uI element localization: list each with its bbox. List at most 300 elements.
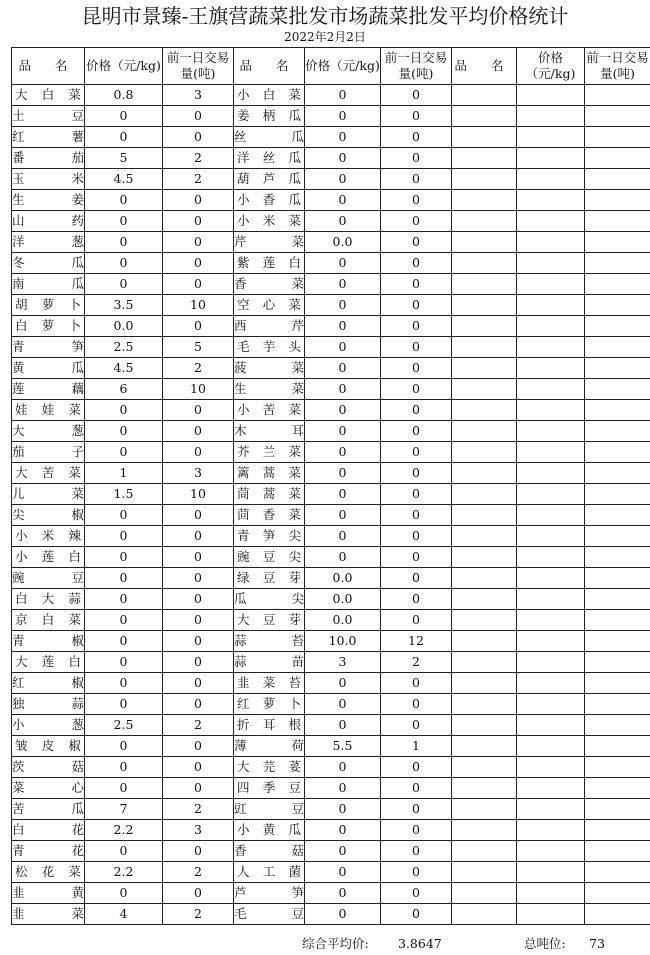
cell-price-2: 10.0: [305, 631, 381, 652]
empty-cell: [585, 631, 650, 652]
cell-name-2: 豇豆: [234, 799, 305, 820]
cell-price-1: 6: [85, 379, 163, 400]
empty-cell: [452, 148, 517, 169]
empty-cell: [585, 904, 650, 925]
cell-volume-1: 0: [163, 841, 234, 862]
cell-volume-1: 2: [163, 904, 234, 925]
cell-price-2: 0: [305, 148, 381, 169]
cell-name-1: 豌豆: [12, 568, 85, 589]
empty-cell: [517, 652, 585, 673]
empty-cell: [452, 316, 517, 337]
cell-price-2: 0: [305, 463, 381, 484]
cell-price-2: 0: [305, 799, 381, 820]
cell-name-2: 芦笋: [234, 883, 305, 904]
cell-volume-1: 0: [163, 211, 234, 232]
empty-cell: [585, 106, 650, 127]
cell-price-2: 0: [305, 757, 381, 778]
empty-cell: [452, 904, 517, 925]
cell-volume-1: 10: [163, 379, 234, 400]
cell-volume-1: 0: [163, 589, 234, 610]
empty-cell: [452, 568, 517, 589]
empty-cell: [517, 442, 585, 463]
cell-volume-2: 0: [381, 589, 452, 610]
cell-name-2: 小米菜: [234, 211, 305, 232]
cell-name-2: 芹菜: [234, 232, 305, 253]
cell-volume-2: 0: [381, 715, 452, 736]
report-date: 2022年2月2日: [284, 30, 366, 44]
table-row: [12, 400, 650, 421]
empty-cell: [452, 169, 517, 190]
table-row: [12, 778, 650, 799]
table-row: [12, 505, 650, 526]
table-row: [12, 169, 650, 190]
cell-price-2: 0: [305, 400, 381, 421]
cell-name-2: 瓜尖: [234, 589, 305, 610]
empty-cell: [452, 505, 517, 526]
cell-name-2: 小白菜: [234, 85, 305, 106]
empty-cell: [517, 757, 585, 778]
average-price-label: 综合平均价:: [302, 936, 369, 951]
cell-name-2: 大豆芽: [234, 610, 305, 631]
empty-cell: [517, 379, 585, 400]
table-row: [12, 358, 650, 379]
empty-cell: [517, 400, 585, 421]
cell-price-1: 0: [85, 211, 163, 232]
header-name-3: 品 名: [452, 48, 517, 85]
empty-cell: [452, 778, 517, 799]
empty-cell: [517, 736, 585, 757]
empty-cell: [517, 883, 585, 904]
header-price-1: 价格（元/kg): [85, 48, 163, 85]
cell-volume-2: 0: [381, 127, 452, 148]
cell-volume-2: 0: [381, 757, 452, 778]
empty-cell: [517, 568, 585, 589]
cell-name-1: 土豆: [12, 106, 85, 127]
empty-cell: [585, 820, 650, 841]
empty-cell: [452, 337, 517, 358]
table-header-row: [12, 48, 650, 85]
table-body: [12, 85, 650, 925]
cell-name-2: 青笋尖: [234, 526, 305, 547]
empty-cell: [452, 526, 517, 547]
cell-price-2: 0: [305, 673, 381, 694]
cell-volume-1: 0: [163, 106, 234, 127]
cell-price-1: 3.5: [85, 295, 163, 316]
cell-price-1: 0: [85, 589, 163, 610]
cell-volume-2: 0: [381, 526, 452, 547]
cell-volume-2: 0: [381, 295, 452, 316]
cell-name-2: 洋丝瓜: [234, 148, 305, 169]
empty-cell: [585, 148, 650, 169]
cell-name-1: 茨菇: [12, 757, 85, 778]
cell-name-1: 生姜: [12, 190, 85, 211]
cell-price-1: 0: [85, 526, 163, 547]
table-row: [12, 904, 650, 925]
empty-cell: [452, 379, 517, 400]
empty-cell: [585, 505, 650, 526]
table-row: [12, 106, 650, 127]
table-row: [12, 862, 650, 883]
empty-cell: [585, 253, 650, 274]
table-row: [12, 736, 650, 757]
cell-name-2: 茼蒿菜: [234, 484, 305, 505]
cell-volume-1: 0: [163, 274, 234, 295]
empty-cell: [585, 547, 650, 568]
header-volume-2: 前一日交易量(吨): [381, 48, 452, 85]
empty-cell: [452, 253, 517, 274]
empty-cell: [517, 148, 585, 169]
cell-name-1: 玉米: [12, 169, 85, 190]
table-row: [12, 673, 650, 694]
cell-volume-2: 0: [381, 400, 452, 421]
cell-price-2: 0: [305, 484, 381, 505]
cell-name-1: 莲藕: [12, 379, 85, 400]
cell-price-1: 4: [85, 904, 163, 925]
cell-name-1: 小葱: [12, 715, 85, 736]
cell-name-1: 京白菜: [12, 610, 85, 631]
table-row: [12, 610, 650, 631]
cell-price-1: 0: [85, 757, 163, 778]
cell-volume-2: 0: [381, 862, 452, 883]
cell-price-1: 0: [85, 610, 163, 631]
empty-cell: [585, 883, 650, 904]
cell-name-1: 大白菜: [12, 85, 85, 106]
cell-volume-1: 0: [163, 316, 234, 337]
empty-cell: [452, 841, 517, 862]
cell-name-2: 毛芋头: [234, 337, 305, 358]
cell-volume-2: 0: [381, 274, 452, 295]
cell-name-2: 姜柄瓜: [234, 106, 305, 127]
empty-cell: [452, 694, 517, 715]
header-price-3: 价格（元/kg): [517, 48, 585, 85]
table-row: [12, 232, 650, 253]
empty-cell: [452, 673, 517, 694]
cell-name-1: 皱皮椒: [12, 736, 85, 757]
cell-name-2: 薄荷: [234, 736, 305, 757]
table-row: [12, 526, 650, 547]
empty-cell: [585, 589, 650, 610]
cell-price-1: 0: [85, 631, 163, 652]
cell-volume-2: 0: [381, 421, 452, 442]
cell-price-1: 0.8: [85, 85, 163, 106]
cell-name-2: 小香瓜: [234, 190, 305, 211]
cell-name-1: 小莲白: [12, 547, 85, 568]
empty-cell: [585, 862, 650, 883]
cell-price-2: 0: [305, 505, 381, 526]
empty-cell: [452, 211, 517, 232]
cell-volume-1: 0: [163, 232, 234, 253]
cell-name-1: 青椒: [12, 631, 85, 652]
table-row: [12, 421, 650, 442]
cell-name-1: 白大蒜: [12, 589, 85, 610]
cell-volume-2: 0: [381, 337, 452, 358]
empty-cell: [585, 190, 650, 211]
cell-name-2: 四季豆: [234, 778, 305, 799]
cell-volume-1: 5: [163, 337, 234, 358]
cell-price-1: 0: [85, 190, 163, 211]
cell-volume-2: 0: [381, 253, 452, 274]
table-row: [12, 589, 650, 610]
cell-volume-1: 0: [163, 253, 234, 274]
empty-cell: [517, 631, 585, 652]
empty-cell: [452, 484, 517, 505]
cell-name-2: 蒜苔: [234, 631, 305, 652]
cell-price-1: 1.5: [85, 484, 163, 505]
cell-name-1: 青笋: [12, 337, 85, 358]
cell-price-2: 0: [305, 904, 381, 925]
cell-name-2: 空心菜: [234, 295, 305, 316]
cell-volume-2: 12: [381, 631, 452, 652]
cell-volume-1: 0: [163, 421, 234, 442]
empty-cell: [517, 316, 585, 337]
empty-cell: [452, 631, 517, 652]
cell-volume-2: 0: [381, 547, 452, 568]
empty-cell: [517, 715, 585, 736]
cell-price-2: 0: [305, 421, 381, 442]
cell-price-2: 0: [305, 883, 381, 904]
cell-name-1: 冬瓜: [12, 253, 85, 274]
cell-volume-2: 0: [381, 883, 452, 904]
cell-name-1: 苦瓜: [12, 799, 85, 820]
cell-price-2: 0: [305, 211, 381, 232]
cell-price-2: 0.0: [305, 568, 381, 589]
cell-price-1: 2.2: [85, 862, 163, 883]
cell-name-2: 折耳根: [234, 715, 305, 736]
cell-volume-2: 0: [381, 148, 452, 169]
empty-cell: [452, 862, 517, 883]
average-price-value: 3.8647: [398, 936, 442, 951]
cell-name-1: 大葱: [12, 421, 85, 442]
empty-cell: [452, 589, 517, 610]
cell-volume-2: 0: [381, 379, 452, 400]
empty-cell: [517, 232, 585, 253]
empty-cell: [585, 211, 650, 232]
cell-name-1: 韭黄: [12, 883, 85, 904]
cell-price-1: 0: [85, 568, 163, 589]
cell-name-1: 大莲白: [12, 652, 85, 673]
cell-price-2: 0: [305, 841, 381, 862]
empty-cell: [452, 232, 517, 253]
cell-price-2: 0: [305, 169, 381, 190]
empty-cell: [517, 484, 585, 505]
cell-volume-1: 0: [163, 757, 234, 778]
cell-name-2: 小黄瓜: [234, 820, 305, 841]
empty-cell: [585, 799, 650, 820]
cell-volume-2: 0: [381, 106, 452, 127]
cell-name-1: 大苦菜: [12, 463, 85, 484]
cell-name-2: 葫芦瓜: [234, 169, 305, 190]
cell-name-1: 洋葱: [12, 232, 85, 253]
cell-price-1: 0: [85, 400, 163, 421]
cell-name-1: 独蒜: [12, 694, 85, 715]
cell-volume-1: 0: [163, 673, 234, 694]
cell-volume-1: 2: [163, 862, 234, 883]
cell-volume-2: 0: [381, 694, 452, 715]
cell-volume-1: 0: [163, 631, 234, 652]
table-row: [12, 715, 650, 736]
empty-cell: [452, 547, 517, 568]
header-price-2: 价格（元/kg): [305, 48, 381, 85]
table-row: [12, 547, 650, 568]
cell-name-2: 茴香菜: [234, 505, 305, 526]
empty-cell: [452, 736, 517, 757]
cell-price-2: 3: [305, 652, 381, 673]
cell-price-2: 5.5: [305, 736, 381, 757]
cell-name-1: 菜心: [12, 778, 85, 799]
empty-cell: [585, 379, 650, 400]
cell-price-2: 0: [305, 778, 381, 799]
cell-volume-2: 2: [381, 652, 452, 673]
cell-name-2: 豌豆尖: [234, 547, 305, 568]
cell-volume-1: 0: [163, 883, 234, 904]
cell-name-1: 胡萝卜: [12, 295, 85, 316]
cell-price-1: 4.5: [85, 358, 163, 379]
cell-volume-1: 2: [163, 148, 234, 169]
empty-cell: [517, 337, 585, 358]
empty-cell: [517, 694, 585, 715]
empty-cell: [517, 85, 585, 106]
cell-name-2: 菠菜: [234, 358, 305, 379]
cell-volume-1: 0: [163, 442, 234, 463]
cell-name-2: 韭菜苔: [234, 673, 305, 694]
cell-volume-1: 2: [163, 169, 234, 190]
cell-name-2: 绿豆芽: [234, 568, 305, 589]
cell-name-2: 西芹: [234, 316, 305, 337]
empty-cell: [585, 568, 650, 589]
cell-name-2: 丝瓜: [234, 127, 305, 148]
cell-volume-2: 0: [381, 169, 452, 190]
cell-name-2: 芥兰菜: [234, 442, 305, 463]
empty-cell: [585, 421, 650, 442]
empty-cell: [585, 463, 650, 484]
cell-name-1: 红薯: [12, 127, 85, 148]
empty-cell: [452, 820, 517, 841]
cell-name-1: 茄子: [12, 442, 85, 463]
cell-volume-2: 0: [381, 841, 452, 862]
report-title: 昆明市景臻-王旗营蔬菜批发市场蔬菜批发平均价格统计: [81, 4, 569, 28]
empty-cell: [585, 673, 650, 694]
cell-name-2: 香菜: [234, 274, 305, 295]
cell-volume-2: 0: [381, 316, 452, 337]
cell-name-1: 尖椒: [12, 505, 85, 526]
empty-cell: [517, 253, 585, 274]
cell-name-1: 松花菜: [12, 862, 85, 883]
empty-cell: [452, 442, 517, 463]
cell-name-2: 毛豆: [234, 904, 305, 925]
cell-price-1: 0: [85, 127, 163, 148]
table-row: [12, 694, 650, 715]
cell-price-1: 0: [85, 694, 163, 715]
table-row: [12, 484, 650, 505]
cell-price-2: 0: [305, 253, 381, 274]
cell-price-1: 0: [85, 736, 163, 757]
cell-price-2: 0: [305, 547, 381, 568]
table-row: [12, 568, 650, 589]
table-row: [12, 316, 650, 337]
empty-cell: [585, 778, 650, 799]
cell-volume-2: 0: [381, 463, 452, 484]
empty-cell: [517, 106, 585, 127]
cell-name-1: 山药: [12, 211, 85, 232]
cell-price-2: 0: [305, 337, 381, 358]
empty-cell: [585, 400, 650, 421]
cell-price-2: 0.0: [305, 610, 381, 631]
table-row: [12, 820, 650, 841]
cell-volume-1: 10: [163, 484, 234, 505]
cell-name-2: 紫莲白: [234, 253, 305, 274]
cell-volume-2: 0: [381, 505, 452, 526]
empty-cell: [585, 694, 650, 715]
cell-price-1: 2.5: [85, 715, 163, 736]
cell-price-2: 0.0: [305, 232, 381, 253]
empty-cell: [517, 295, 585, 316]
cell-volume-1: 0: [163, 652, 234, 673]
empty-cell: [517, 547, 585, 568]
table-row: [12, 631, 650, 652]
cell-price-1: 0: [85, 442, 163, 463]
cell-price-2: 0: [305, 379, 381, 400]
cell-price-2: 0: [305, 274, 381, 295]
cell-volume-1: 3: [163, 820, 234, 841]
cell-name-1: 青花: [12, 841, 85, 862]
cell-name-1: 白萝卜: [12, 316, 85, 337]
empty-cell: [517, 127, 585, 148]
table-row: [12, 253, 650, 274]
cell-volume-1: 2: [163, 799, 234, 820]
cell-price-1: 0: [85, 547, 163, 568]
empty-cell: [517, 421, 585, 442]
empty-cell: [585, 169, 650, 190]
header-name-2: 品 名: [234, 48, 305, 85]
cell-price-2: 0: [305, 85, 381, 106]
empty-cell: [452, 127, 517, 148]
cell-price-1: 0: [85, 673, 163, 694]
cell-price-1: 0: [85, 253, 163, 274]
cell-price-2: 0: [305, 316, 381, 337]
empty-cell: [517, 505, 585, 526]
cell-volume-2: 0: [381, 85, 452, 106]
cell-price-2: 0: [305, 106, 381, 127]
cell-name-1: 南瓜: [12, 274, 85, 295]
empty-cell: [452, 715, 517, 736]
table-row: [12, 190, 650, 211]
cell-name-2: 红萝卜: [234, 694, 305, 715]
cell-name-1: 红椒: [12, 673, 85, 694]
price-table: [11, 47, 650, 925]
cell-volume-1: 0: [163, 610, 234, 631]
empty-cell: [452, 799, 517, 820]
cell-name-2: 人工菌: [234, 862, 305, 883]
cell-volume-2: 0: [381, 568, 452, 589]
empty-cell: [585, 85, 650, 106]
cell-volume-1: 10: [163, 295, 234, 316]
cell-volume-1: 3: [163, 463, 234, 484]
empty-cell: [585, 295, 650, 316]
cell-price-1: 0.0: [85, 316, 163, 337]
cell-price-2: 0: [305, 295, 381, 316]
cell-price-1: 5: [85, 148, 163, 169]
cell-name-1: 黄瓜: [12, 358, 85, 379]
empty-cell: [585, 526, 650, 547]
cell-price-2: 0: [305, 190, 381, 211]
empty-cell: [585, 316, 650, 337]
cell-price-1: 0: [85, 505, 163, 526]
empty-cell: [517, 841, 585, 862]
cell-price-1: 0: [85, 841, 163, 862]
empty-cell: [517, 904, 585, 925]
cell-price-1: 0: [85, 778, 163, 799]
cell-volume-1: 0: [163, 778, 234, 799]
